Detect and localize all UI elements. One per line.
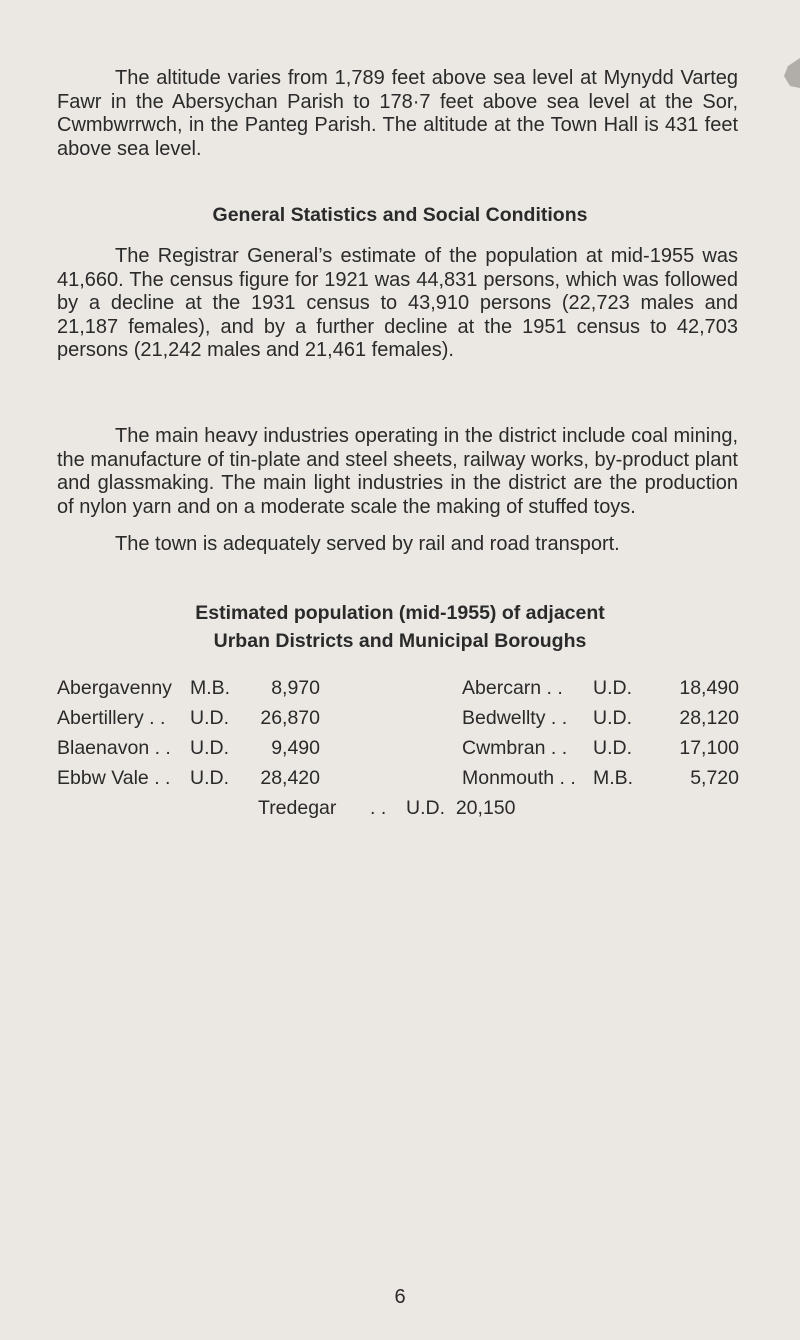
district-name: Ebbw Vale . . xyxy=(57,767,171,789)
district-type-population: U.D. 20,150 xyxy=(406,797,516,819)
table-heading-line-1: Estimated population (mid-1955) of adjacent xyxy=(195,602,605,624)
table-row xyxy=(0,736,800,760)
district-population: 9,490 xyxy=(271,737,320,759)
table-row xyxy=(0,676,800,700)
district-population: 18,490 xyxy=(679,677,739,699)
district-name: Abercarn . . xyxy=(462,677,563,699)
district-name: Bedwellty . . xyxy=(462,707,568,729)
district-type: M.B. xyxy=(593,767,634,789)
transport-paragraph: The town is adequately served by rail and road transport. xyxy=(115,533,620,555)
page-number: 6 xyxy=(394,1286,406,1308)
district-population: 17,100 xyxy=(679,737,739,759)
district-name: Monmouth . . xyxy=(462,767,576,789)
page-curl-mark xyxy=(780,58,800,88)
district-type: U.D. xyxy=(190,767,229,789)
table-heading-line-2: Urban Districts and Municipal Boroughs xyxy=(213,630,587,652)
industries-paragraph: The main heavy industries operating in the district include coal mining, the manufacture of tin-plate and steel sheets, railway works, by-product plant and glassmaking. The main light industries in the district are the production of nylon yarn and on a moderate scale the making of stuffed toys. xyxy=(57,425,738,518)
district-population: 8,970 xyxy=(271,677,320,699)
district-population: 28,420 xyxy=(260,767,320,789)
district-type: U.D. xyxy=(593,707,632,729)
district-population: 28,120 xyxy=(679,707,739,729)
district-type: U.D. xyxy=(190,707,229,729)
district-name: Cwmbran . . xyxy=(462,737,568,759)
district-type: U.D. xyxy=(190,737,229,759)
leader-dots: . . xyxy=(370,797,387,819)
population-paragraph: The Registrar General’s estimate of the population at mid-1955 was 41,660. The census figure for 1921 was 44,831 persons, which was followed by a decline at the 1931 census to 43,910 persons (22,723 males and 21,187 females), and by a further decline at the 1951 census to 42,703 persons (21,242 males and 21,461 females). xyxy=(57,245,738,361)
table-row xyxy=(0,706,800,730)
altitude-paragraph: The altitude varies from 1,789 feet above sea level at Mynydd Varteg Fawr in the Abersychan Parish to 178·7 feet above sea level at the Sor, Cwmbwrrwch, in the Panteg Parish. The altitude at the Town Hall is 431 feet above sea level. xyxy=(57,67,738,160)
district-name: Tredegar xyxy=(258,797,337,819)
district-name: Blaenavon . . xyxy=(57,737,171,759)
general-statistics-heading: General Statistics and Social Conditions xyxy=(212,204,588,226)
table-row xyxy=(0,766,800,790)
district-name: Abergavenny xyxy=(57,677,172,699)
district-population: 5,720 xyxy=(690,767,739,789)
district-type: M.B. xyxy=(190,677,231,699)
district-type: U.D. xyxy=(593,737,632,759)
district-name: Abertillery . . xyxy=(57,707,166,729)
district-type: U.D. xyxy=(593,677,632,699)
district-population: 26,870 xyxy=(260,707,320,729)
